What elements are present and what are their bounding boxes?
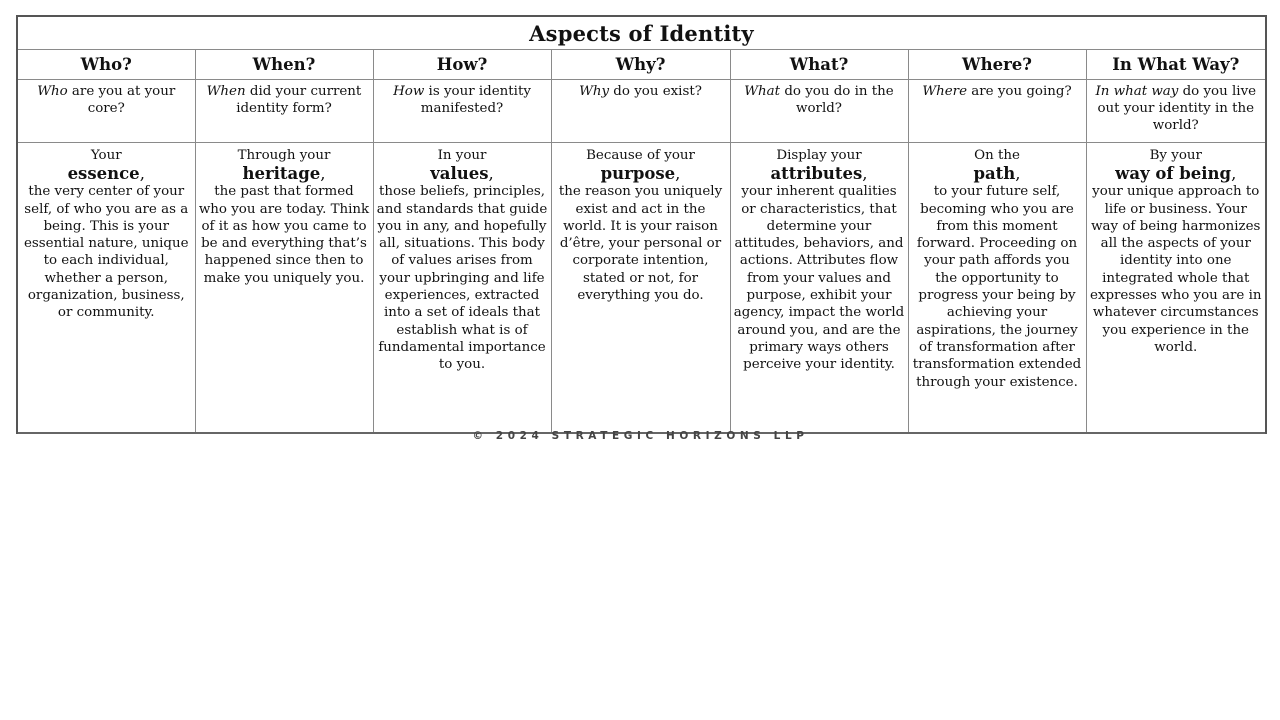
description-row: [17, 143, 1266, 434]
aspect-keyword-text: essence: [67, 164, 140, 184]
lead-text: By your: [1149, 148, 1202, 163]
question-text: do you exist?: [609, 84, 702, 99]
description-cell: [730, 143, 908, 434]
column-header: Where?: [908, 50, 1086, 80]
lead-text: Through your: [237, 148, 331, 163]
keyword-comma: ,: [320, 164, 326, 184]
question-cell: [730, 80, 908, 143]
description-cell: [551, 143, 730, 434]
aspect-description: the reason you uniquely exist and act in the world. It is your raison d’être, your personal or corporate intention, stated or not, for everything you do.: [558, 184, 723, 304]
lead-text: Display your: [776, 148, 862, 163]
aspect-keyword: [377, 164, 548, 183]
aspect-description: the past that formed who you are today. Think of it as how you came to be and everything that’s happened since then to make you uniquely you.: [198, 184, 370, 286]
aspect-keyword: [1090, 164, 1263, 183]
question-keyword: In what way: [1095, 84, 1179, 99]
description-cell: [908, 143, 1086, 434]
column-header: In What Way?: [1086, 50, 1266, 80]
keyword-comma: ,: [1231, 164, 1237, 184]
aspect-description: your unique approach to life or business. Your way of being harmonizes all the aspects of your identity into one integrated whole that expresses who you are in whatever circumstances you experience in the world.: [1089, 184, 1262, 355]
description-cell: [195, 143, 373, 434]
aspect-keyword-text: purpose: [600, 164, 676, 184]
question-cell: [195, 80, 373, 143]
question-text: are you at your core?: [67, 84, 176, 117]
aspect-keyword-text: path: [973, 164, 1016, 184]
column-header: What?: [730, 50, 908, 80]
aspect-description: those beliefs, principles, and standards that guide you in any, and hopefully all, situations. This body of values arises from your upbringing and life experiences, extracted into a set of ideals that establish what is of fundamental importance to you.: [376, 184, 548, 373]
question-cell: [551, 80, 730, 143]
description-cell: [1086, 143, 1266, 434]
description-cell: [17, 143, 195, 434]
aspect-description: the very center of your self, of who you are as a being. This is your essential nature, unique to each individual, whether a person, organization, business, or community.: [23, 184, 189, 321]
question-cell: [373, 80, 551, 143]
aspects-of-identity-table: [16, 15, 1267, 434]
question-text: do you do in the world?: [780, 84, 894, 117]
aspect-keyword: [734, 164, 905, 183]
question-keyword: Why: [579, 84, 610, 99]
column-header: Who?: [17, 50, 195, 80]
question-keyword: What: [744, 84, 781, 99]
lead-text: Because of your: [586, 148, 695, 163]
copyright-notice: © 2024 STRATEGIC HORIZONS LLP: [472, 430, 809, 442]
aspect-keyword: [199, 164, 370, 183]
keyword-comma: ,: [862, 164, 868, 184]
question-cell: [1086, 80, 1266, 143]
keyword-comma: ,: [488, 164, 494, 184]
keyword-comma: ,: [139, 164, 145, 184]
table-title: Aspects of Identity: [17, 16, 1266, 50]
keyword-comma: ,: [1015, 164, 1021, 184]
column-header: When?: [195, 50, 373, 80]
keyword-comma: ,: [675, 164, 681, 184]
aspect-keyword-text: attributes: [770, 164, 863, 184]
question-text: do you live out your identity in the world?: [1097, 84, 1257, 134]
question-row: [17, 80, 1266, 143]
aspect-keyword-text: heritage: [242, 164, 321, 184]
aspect-description: your inherent qualities or characteristics, that determine your attitudes, behaviors, and actions. Attributes flow from your values and purpose, exhibit your agency, impact the world around you, and are the primary ways others perceive your identity.: [733, 184, 905, 373]
aspect-keyword-text: values: [430, 164, 489, 184]
aspect-keyword: [21, 164, 192, 183]
question-text: are you going?: [967, 84, 1072, 99]
aspect-keyword: [912, 164, 1083, 183]
question-keyword: When: [206, 84, 246, 99]
lead-text: On the: [974, 148, 1020, 163]
question-cell: [908, 80, 1086, 143]
description-cell: [373, 143, 551, 434]
aspect-keyword-text: way of being: [1115, 164, 1232, 184]
lead-text: In your: [437, 148, 487, 163]
question-keyword: How: [393, 84, 425, 99]
question-text: is your identity manifested?: [420, 84, 531, 117]
column-header: Why?: [551, 50, 730, 80]
question-cell: [17, 80, 195, 143]
header-row: [17, 50, 1266, 80]
aspect-keyword: [555, 164, 727, 183]
column-header: How?: [373, 50, 551, 80]
aspect-description: to your future self, becoming who you are from this moment forward. Proceeding on your path affords you the opportunity to progress your being by achieving your aspirations, the journey of transformation after transformation extended through your existence.: [912, 184, 1082, 390]
question-text: did your current identity form?: [236, 84, 362, 117]
question-keyword: Who: [37, 84, 68, 99]
question-keyword: Where: [922, 84, 967, 99]
lead-text: Your: [90, 148, 122, 163]
